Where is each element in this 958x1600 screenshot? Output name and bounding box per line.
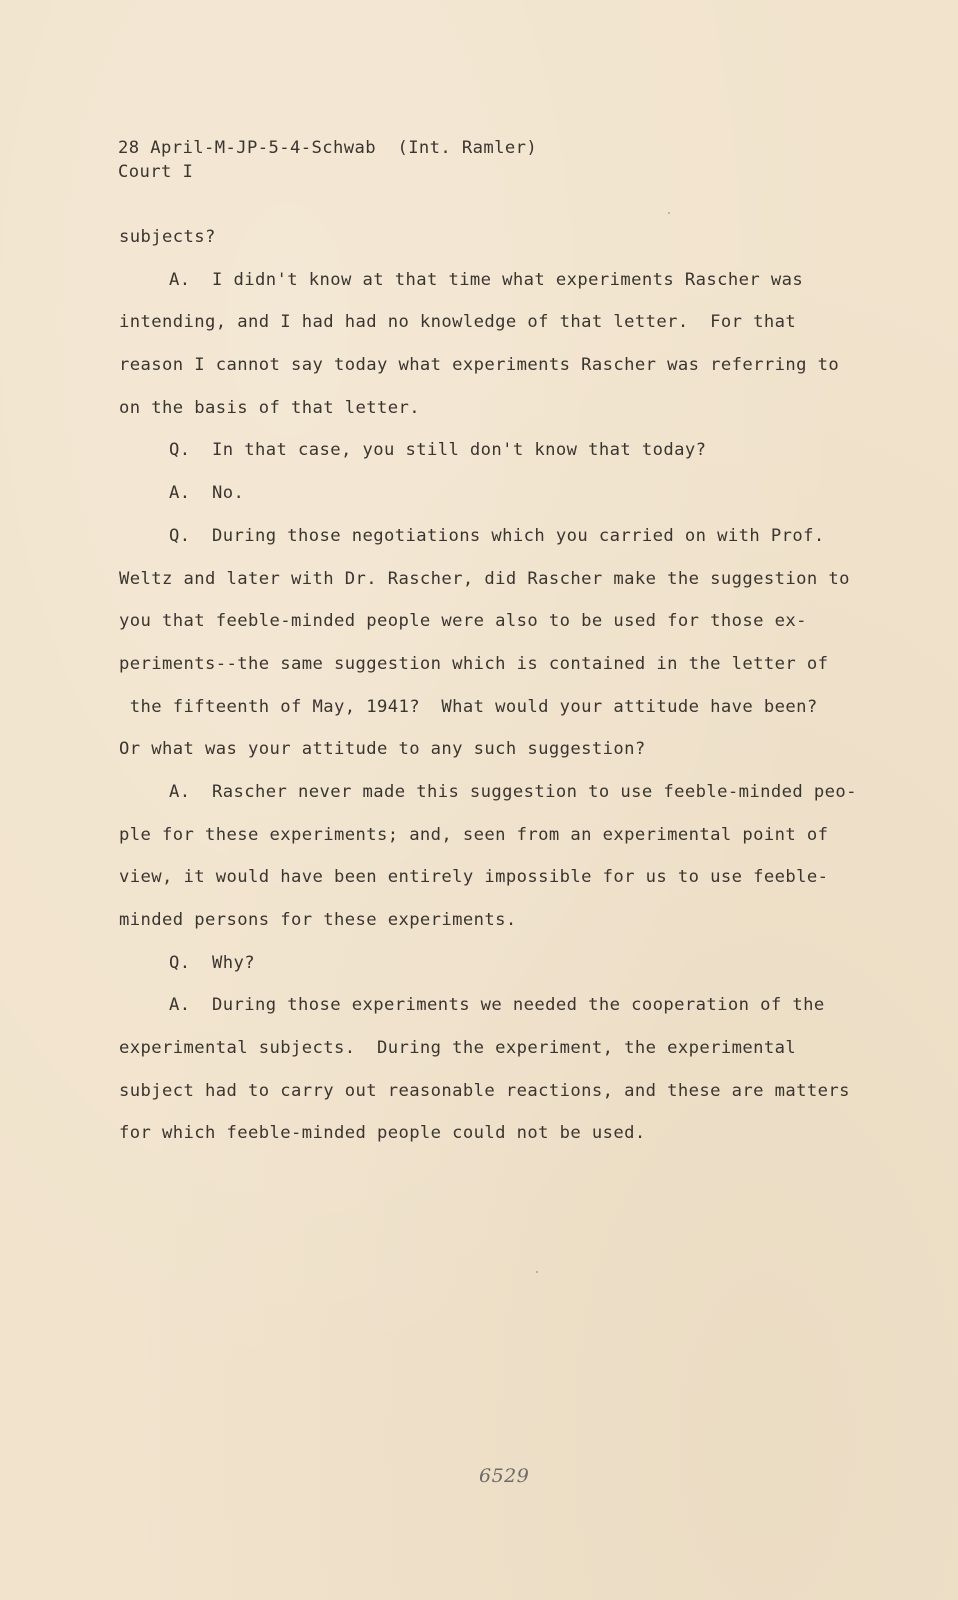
text-line: ple for these experiments; and, seen from an experimental point of	[119, 824, 829, 845]
text-line: on the basis of that letter.	[119, 397, 420, 418]
text-line: subjects?	[119, 227, 216, 247]
text-line: Weltz and later with Dr. Rascher, did Rascher make the suggestion to	[119, 568, 850, 589]
document-header	[118, 136, 537, 184]
header-line-2: Court I	[118, 162, 194, 182]
page-number: 6529	[479, 1465, 530, 1487]
paper-speck	[536, 1271, 538, 1273]
text-line: A. During those experiments we needed the cooperation of the	[169, 995, 825, 1016]
text-line: A. I didn't know at that time what experiments Rascher was	[169, 269, 804, 290]
text-line: Q. Why?	[169, 952, 255, 973]
text-line: periments--the same suggestion which is contained in the letter of	[119, 653, 829, 674]
text-line: subject had to carry out reasonable reactions, and these are matters	[119, 1080, 850, 1101]
text-line: experimental subjects. During the experiment, the experimental	[119, 1038, 797, 1059]
text-line: Q. In that case, you still don't know that today?	[169, 440, 707, 461]
text-line: minded persons for these experiments.	[119, 910, 517, 930]
text-line: A. Rascher never made this suggestion to use feeble-minded peo-	[169, 781, 857, 802]
text-line: reason I cannot say today what experiments Rascher was referring to	[119, 355, 840, 376]
text-line: Q. During those negotiations which you carried on with Prof.	[169, 525, 825, 546]
header-line-1: 28 April-M-JP-5-4-Schwab (Int. Ramler)	[118, 138, 538, 158]
text-line: the fifteenth of May, 1941? What would your attitude have been?	[119, 696, 818, 717]
text-line: A. No.	[169, 483, 245, 504]
text-line: view, it would have been entirely impossible for us to use feeble-	[119, 867, 829, 888]
text-line: for which feeble-minded people could not be used.	[119, 1123, 646, 1144]
text-line: you that feeble-minded people were also to be used for those ex-	[119, 611, 807, 632]
paper-speck	[668, 212, 670, 214]
transcript-body	[119, 222, 857, 1161]
text-line: intending, and I had had no knowledge of that letter. For that	[119, 312, 797, 333]
text-line: Or what was your attitude to any such suggestion?	[119, 739, 646, 760]
